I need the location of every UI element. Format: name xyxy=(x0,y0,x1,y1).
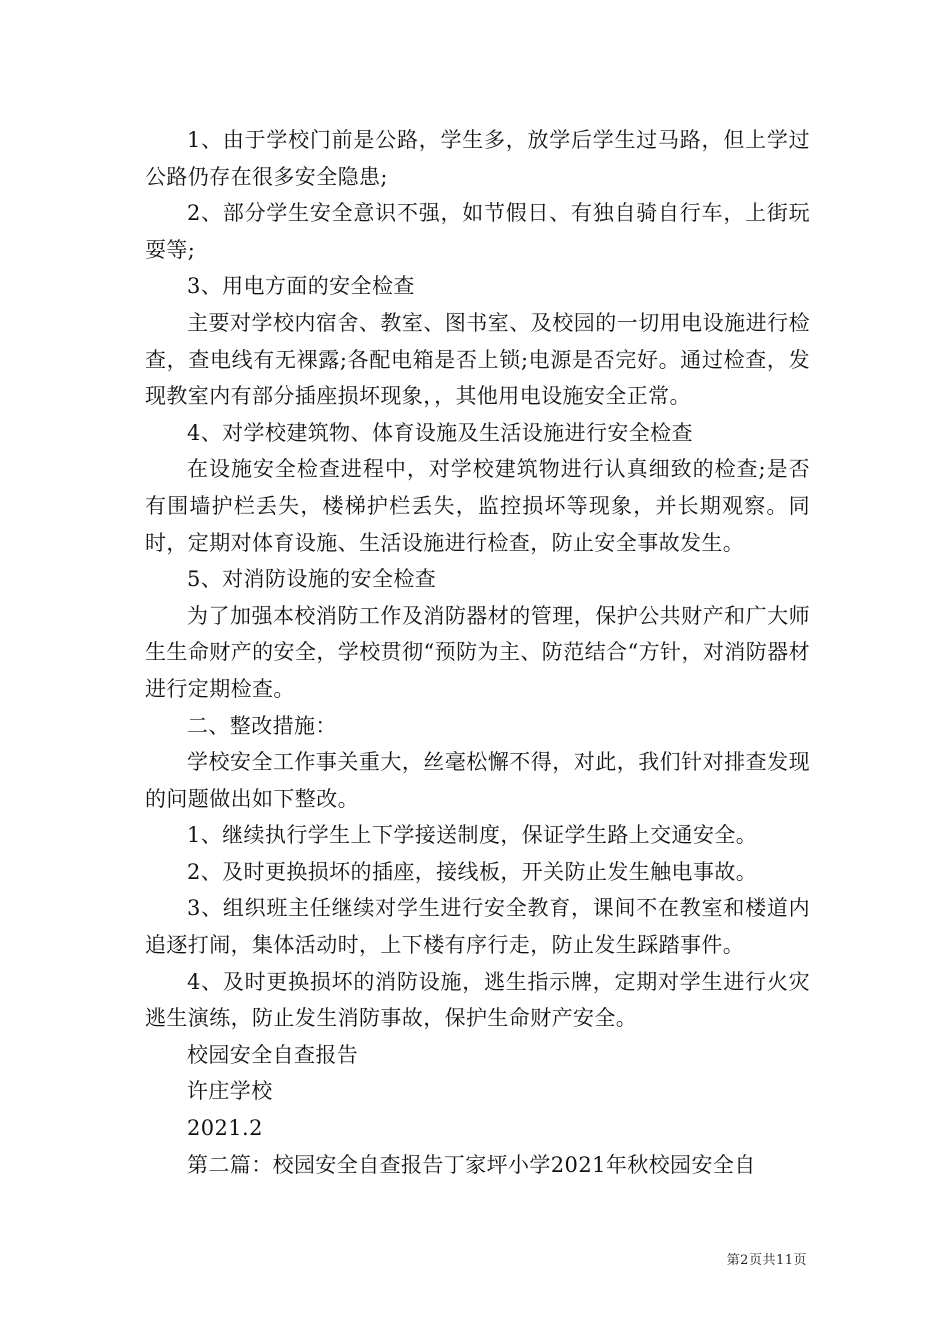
paragraph-2: 2、部分学生安全意识不强，如节假日、有独自骑自行车，上街玩耍等; xyxy=(145,201,810,262)
paragraph-7: 5、对消防设施的安全检查 xyxy=(187,567,437,592)
page-number: 第2页共11页 xyxy=(726,1253,807,1268)
report-title-line: 校园安全自查报告 xyxy=(187,1042,359,1067)
document-body xyxy=(145,122,810,1183)
section-heading-rectification: 二、整改措施： xyxy=(187,713,337,738)
paragraph-4: 主要对学校内宿舍、教室、图书室、及校园的一切用电设施进行检查，查电线有无裸露;各配电箱是否上锁;电源是否完好。通过检查，发现教室内有部分插座损坏现象，，其他用电设施安全正常。 xyxy=(145,310,810,409)
paragraph-14: 4、及时更换损坏的消防设施，逃生指示牌，定期对学生进行火灾逃生演练，防止发生消防事故，保护生命财产安全。 xyxy=(145,969,810,1031)
paragraph-12: 2、及时更换损坏的插座，接线板，开关防止发生触电事故。 xyxy=(187,859,758,884)
paragraph-13: 3、组织班主任继续对学生进行安全教育，课间不在教室和楼道内追逐打闹，集体活动时，上下楼有序行走，防止发生踩踏事件。 xyxy=(145,896,810,958)
paragraph-10: 学校安全工作事关重大，丝毫松懈不得，对此，我们针对排查发现的问题做出如下整改。 xyxy=(145,750,810,811)
paragraph-8: 为了加强本校消防工作及消防器材的管理，保护公共财产和广大师生生命财产的安全，学校贯彻“预防为主、防范结合“方针，对消防器材进行定期检查。 xyxy=(145,603,810,701)
paragraph-6: 在设施安全检查进程中，对学校建筑物进行认真细致的检查;是否有围墙护栏丢失，楼梯护栏丢失，监控损坏等现象，并长期观察。同时，定期对体育设施、生活设施进行检查，防止安全事故发生。 xyxy=(145,457,810,555)
date-line: 2021.2 xyxy=(187,1116,263,1141)
paragraph-5: 4、对学校建筑物、体育设施及生活设施进行安全检查 xyxy=(187,420,693,445)
school-name-line: 许庄学校 xyxy=(187,1079,273,1104)
second-article-heading: 第二篇：校园安全自查报告丁家坪小学2021年秋校园安全自 xyxy=(187,1152,756,1177)
paragraph-11: 1、继续执行学生上下学接送制度，保证学生路上交通安全。 xyxy=(187,823,758,848)
paragraph-1: 1、由于学校门前是公路，学生多，放学后学生过马路，但上学过公路仍存在很多安全隐患; xyxy=(145,128,810,189)
paragraph-3: 3、用电方面的安全检查 xyxy=(187,274,415,299)
